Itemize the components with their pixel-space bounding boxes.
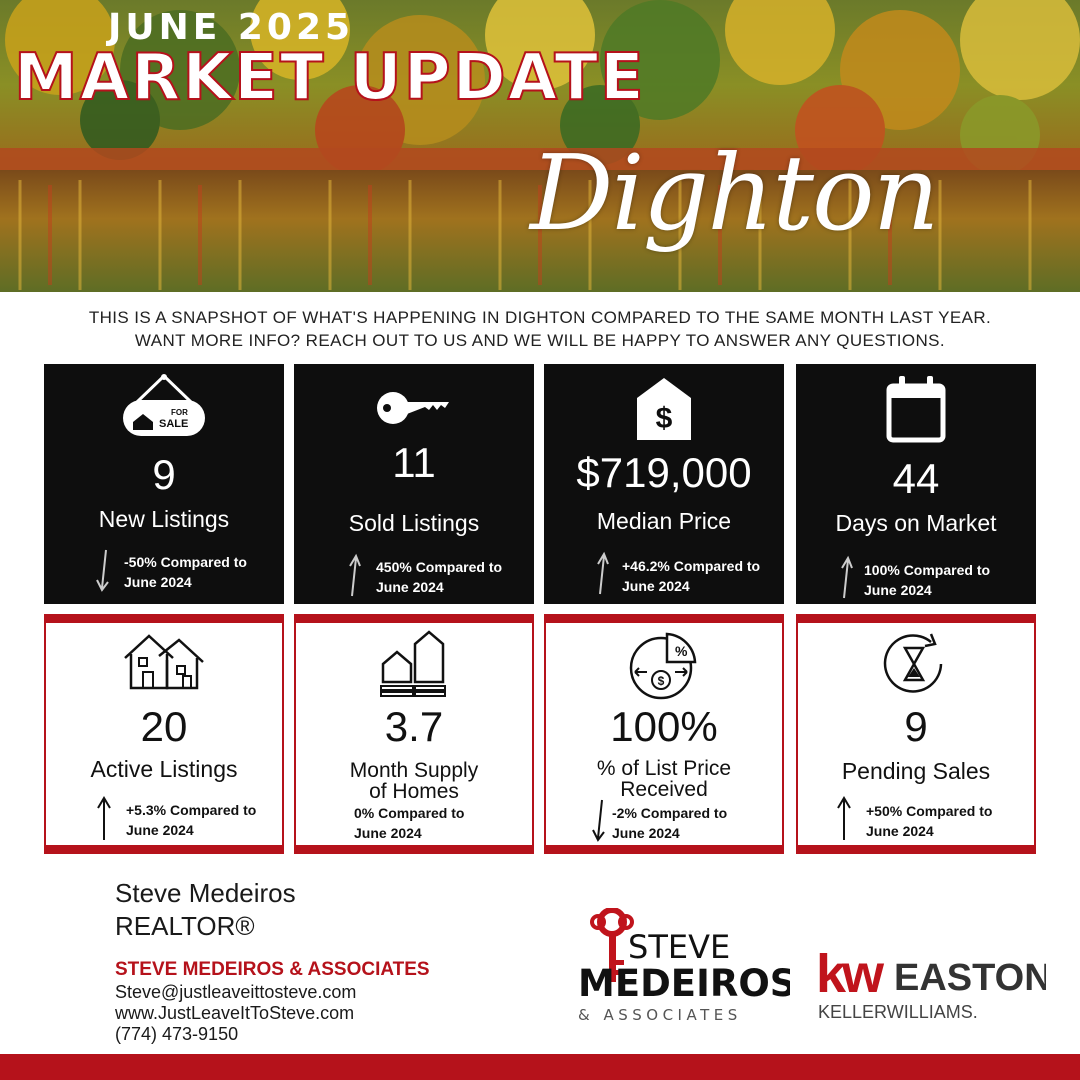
kw-mark: kw — [816, 944, 881, 1004]
stat-card-active-listings — [44, 614, 284, 854]
stat-change-text: -2% Compared to — [612, 805, 728, 821]
footer-bar — [0, 1054, 1080, 1080]
stat-change-period: June 2024 — [354, 825, 422, 841]
town-name: Dighton — [530, 132, 938, 254]
brand-line-1: STEVE — [628, 928, 731, 966]
stat-change — [126, 800, 316, 840]
stat-card-pending-sales — [796, 614, 1036, 854]
stat-change — [354, 803, 544, 843]
house-dollar-icon — [544, 372, 784, 450]
stat-value: 11 — [392, 439, 436, 486]
stat-change-period: June 2024 — [124, 574, 192, 590]
stat-value: 9 — [904, 703, 928, 750]
agent-phone[interactable]: (774) 473-9150 — [115, 1024, 239, 1044]
stat-card-list-price-received — [544, 614, 784, 854]
report-title: MARKET UPDATE — [14, 41, 646, 115]
stat-value: 100% — [610, 703, 718, 750]
card-bottom-bar — [44, 845, 284, 854]
arrow-up-icon — [594, 550, 610, 596]
steve-medeiros-logo — [576, 908, 790, 1026]
intro-line-1: THIS IS A SNAPSHOT OF WHAT'S HAPPENING IN DIGHTON COMPARED TO THE SAME MONTH LAST YEAR. — [88, 308, 992, 327]
stat-change — [866, 801, 1056, 841]
for-sale-sign-icon — [44, 372, 284, 450]
for-sign-text: FOR — [171, 408, 188, 417]
stat-label — [546, 758, 782, 800]
intro-text — [0, 306, 1080, 352]
stat-label: Active Listings — [90, 756, 238, 782]
arrow-up-icon — [838, 554, 854, 600]
kw-name: KELLERWILLIAMS. — [818, 1002, 978, 1022]
card-bottom-bar — [544, 845, 784, 854]
supply-houses-icon — [296, 630, 532, 708]
stat-change-text: 450% Compared to — [376, 559, 503, 575]
agent-team: STEVE MEDEIROS & ASSOCIATES — [115, 959, 430, 980]
agent-role: REALTOR® — [115, 911, 255, 941]
stat-change-text: 0% Compared to — [354, 805, 465, 821]
agent-name: Steve Medeiros — [115, 878, 296, 908]
stat-value: 9 — [152, 451, 176, 498]
report-month: JUNE 2025 — [108, 7, 355, 48]
stat-card-median-price — [544, 364, 784, 604]
stat-card-month-supply — [294, 614, 534, 854]
stat-value: 20 — [140, 703, 188, 750]
stat-label: New Listings — [98, 506, 230, 532]
stat-label: Pending Sales — [841, 758, 991, 784]
agent-website[interactable]: www.JustLeaveItToSteve.com — [115, 1003, 355, 1023]
arrow-up-icon — [346, 552, 362, 598]
card-top-bar — [44, 614, 284, 623]
stat-change-text: +46.2% Compared to — [622, 558, 761, 574]
stat-label: Sold Listings — [348, 510, 480, 536]
stat-change-period: June 2024 — [622, 578, 690, 594]
pie-percent-icon — [546, 626, 782, 704]
stat-value: 44 — [892, 455, 940, 502]
stat-change-period: June 2024 — [864, 582, 932, 598]
stat-label-line-2: Received — [620, 778, 708, 801]
stat-change-text: +50% Compared to — [866, 803, 993, 819]
agent-contact-block — [115, 877, 430, 1045]
agent-email[interactable]: Steve@justleaveittosteve.com — [115, 982, 357, 1002]
calendar-icon — [796, 372, 1036, 450]
stat-change — [622, 556, 812, 596]
stat-change-period: June 2024 — [866, 823, 934, 839]
stat-card-days-on-market — [796, 364, 1036, 604]
arrow-up-icon — [836, 796, 852, 842]
stat-label-line-2: of Homes — [369, 780, 459, 803]
stat-change — [124, 552, 314, 592]
stat-card-sold-listings — [294, 364, 534, 604]
card-top-bar — [294, 614, 534, 623]
intro-line-2: WANT MORE INFO? REACH OUT TO US AND WE WILL BE HAPPY TO ANSWER ANY QUESTIONS. — [134, 331, 946, 350]
hourglass-icon — [798, 628, 1034, 706]
kw-office: EASTON — [894, 957, 1046, 999]
arrow-up-icon — [96, 796, 112, 842]
stat-label-line-1: % of List Price — [596, 757, 732, 780]
stat-label-line-1: Month Supply — [349, 759, 479, 782]
card-top-bar — [796, 614, 1036, 623]
stat-change — [864, 560, 1054, 600]
card-bottom-bar — [796, 845, 1036, 854]
brand-line-2: MEDEIROS — [578, 962, 790, 1005]
houses-icon — [46, 628, 282, 706]
card-top-bar — [544, 614, 784, 623]
stat-value: 3.7 — [384, 703, 444, 750]
stat-value: $719,000 — [576, 449, 752, 496]
percent-symbol: % — [675, 643, 688, 659]
keller-williams-logo — [816, 944, 1046, 1024]
dollar-symbol: $ — [657, 674, 665, 688]
stat-change-text: +5.3% Compared to — [126, 802, 257, 818]
arrow-down-icon — [592, 798, 608, 844]
stat-change-period: June 2024 — [126, 822, 194, 838]
stat-label: Median Price — [596, 508, 732, 534]
arrow-down-icon — [96, 548, 112, 594]
stat-change-period: June 2024 — [612, 825, 680, 841]
stat-label — [296, 760, 532, 802]
stat-change-text: -50% Compared to — [124, 554, 247, 570]
stat-card-new-listings — [44, 364, 284, 604]
stat-label: Days on Market — [835, 510, 997, 536]
card-bottom-bar — [294, 845, 534, 854]
stat-change-period: June 2024 — [376, 579, 444, 595]
brand-line-3: & ASSOCIATES — [578, 1006, 742, 1024]
sale-sign-text: SALE — [159, 418, 189, 430]
stat-change — [612, 803, 802, 843]
stat-change-text: 100% Compared to — [864, 562, 991, 578]
stat-change — [376, 557, 566, 597]
dollar-symbol: $ — [655, 402, 673, 435]
hero-banner — [0, 0, 1080, 292]
